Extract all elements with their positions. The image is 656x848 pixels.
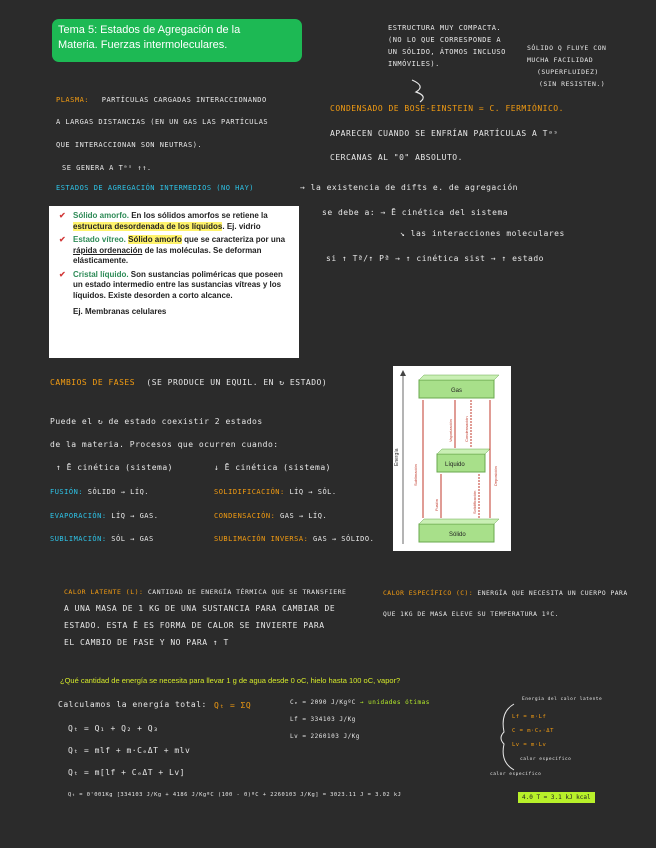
phase-change-diagram	[393, 366, 511, 551]
gas-box-top	[419, 375, 499, 380]
plasma-line-1: PLASMA: PARTÍCULAS CARGADAS INTERACCIONANDO	[56, 96, 267, 104]
existencia-line-4: si ↑ Tª/↑ Pª → ↑ cinética sist → ↑ estado	[326, 254, 544, 263]
formula-note-top: Energía del calor latente	[522, 697, 603, 702]
cambios-p1: Puede el ↻ de estado coexistir 2 estados	[50, 417, 263, 426]
formula-1: Lf = m·Lf	[512, 714, 547, 720]
equation-2: Qₜ = mlf + m·CₑΔT + mlv	[68, 746, 191, 755]
label-solidificacion: Solidificación	[472, 490, 477, 514]
sub-row: SUBLIMACIÓN: SÓL → GAS	[50, 535, 154, 543]
fusion-row: FUSIÓN: SÓLIDO → LÍQ.	[50, 488, 150, 496]
plasma-line-3: QUE INTERACCIONAN SON NEUTRAS).	[56, 141, 203, 149]
answer-badge: 4.0 T = 3.1 kJ kcal	[518, 792, 595, 803]
label-vaporizacion: Vaporización	[448, 419, 453, 442]
label-sublimacion: Sublimación	[413, 464, 418, 486]
equation-3: Qₜ = m[lf + CₑΔT + Lv]	[68, 768, 185, 777]
item-estado-vitreo: ✔ Estado vítreo. Sólido amorfo que se caracteriza por una rápida ordenación de las moléculas. Se deforman elásticamente.	[59, 235, 286, 265]
note-superfluid: SÓLIDO Q FLUYE CON MUCHA FACILIDAD (SUPERFLUIDEZ) (SIN RESISTEN.)	[527, 44, 607, 88]
cambios-down: ↓ Ē cinética (sistema)	[214, 463, 331, 472]
equation-1: Qₜ = Q₁ + Q₂ + Q₃	[68, 724, 159, 733]
subinv-row: SUBLIMACIÓN INVERSA: GAS → SÓLIDO.	[214, 535, 375, 543]
example-membranas: Ej. Membranas celulares	[73, 307, 167, 316]
especifico-line-2: QUE 1KG DE MASA ELEVE SU TEMPERATURA 1ºC.	[383, 611, 559, 618]
equation-4: Qₜ = 0'001Kg [334103 J/Kg + 4186 J/KgºC (100 - 0)ºC + 2260103 J/Kg] = 3023.11 J = 3.02 kJ	[68, 792, 402, 798]
formula-3: Lv = m·Lv	[512, 742, 547, 748]
check-icon: ✔	[59, 211, 66, 220]
aparecen-line-2: CERCANAS AL "0" ABSOLUTO.	[330, 153, 463, 162]
cambios-p2: de la materia. Procesos que ocurren cuando:	[50, 440, 279, 449]
formula-brace-icon	[494, 702, 516, 772]
existencia-line-2: se debe a: → Ē cinética del sistema	[322, 208, 509, 217]
cambios-heading: CAMBIOS DE FASES (SE PRODUCE UN EQUIL. EN ↻ ESTADO)	[50, 378, 328, 387]
formula-2: C = m·Cₑ·ΔT	[512, 728, 554, 734]
solution-intro: Calculamos la energía total:	[58, 700, 207, 709]
label-fusion: Fusión	[434, 498, 439, 511]
question: ¿Qué cantidad de energía se necesita para llevar 1 g de agua desde 0 oC, hielo hasta 100 oC, vapor?	[60, 676, 401, 685]
solid-label: Sólido	[449, 532, 466, 538]
item-solido-amorfo: ✔ Sólido amorfo. En los sólidos amorfos se retiene la estructura desordenada de los líquidos. Ej. vidrio	[59, 211, 268, 231]
cond-row: CONDENSACIÓN: GAS → LÍQ.	[214, 512, 328, 520]
title-line-1: Tema 5: Estados de Agregación de la	[58, 24, 241, 36]
solution-ce: Cₑ = 2090 J/KgºC → unidades ótimas	[290, 699, 430, 706]
axis-label: Energía	[394, 448, 400, 466]
gas-label: Gas	[451, 388, 463, 394]
existencia-line-1: → la existencia de difts e. de agregación	[300, 183, 518, 192]
item-cristal-liquido: ✔ Cristal líquido. Son sustancias poliméricas que poseen un estado intermedio entre las sustancias vítreas y los líquidos. Existe desorden a corto alcance.	[59, 269, 283, 300]
formula-note-bot: calor específico	[490, 772, 542, 777]
evap-row: EVAPORACIÓN: LÍQ → GAS.	[50, 512, 159, 520]
solid-box-top	[419, 519, 499, 524]
formula-note-mid: calor específico	[520, 757, 572, 762]
solution-lf: Lf = 334103 J/Kg	[290, 716, 356, 723]
check-icon: ✔	[59, 235, 66, 244]
label-deposicion: Deposición	[493, 466, 498, 486]
latente-line-4: EL CAMBIO DE FASE Y NO PARA ↑ T	[64, 638, 229, 647]
label-condensacion: Condensación	[464, 416, 469, 442]
solution-qt: Qₜ = ΣQ	[214, 701, 252, 710]
brace-icon	[408, 78, 438, 104]
especifico-line-1: CALOR ESPECÍFICO (C): ENERGÍA QUE NECESITA UN CUERPO PARA	[383, 590, 628, 597]
title-line-2: Materia. Fuerzas intermoleculares.	[58, 39, 228, 51]
latente-line-3: ESTADO. ESTA Ē ES FORMA DE CALOR SE INVIERTE PARA	[64, 621, 325, 630]
check-icon: ✔	[59, 269, 66, 279]
plasma-line-2: A LARGAS DISTANCIAS (EN UN GAS LAS PARTÍCULAS	[56, 118, 269, 126]
existencia-line-3: ↘ las interacciones moleculares	[400, 229, 565, 238]
intermediate-states-box	[49, 206, 299, 358]
liquid-label: Líquido	[445, 462, 465, 468]
note-compact-structure: ESTRUCTURA MUY COMPACTA. (NO LO QUE CORRESPONDE A UN SÓLIDO, ÁTOMOS INCLUSO INMÓVILES).	[388, 24, 506, 68]
solution-lv: Lv = 2260103 J/Kg	[290, 733, 360, 740]
latente-line-1: CALOR LATENTE (L): CANTIDAD DE ENERGÍA TÉRMICA QUE SE TRANSFIERE	[64, 588, 347, 596]
plasma-line-4: SE GENERA A Tᵃˢ ↑↑.	[62, 164, 152, 172]
liquid-box-top	[437, 449, 490, 454]
intermedios-heading: ESTADOS DE AGREGACIÓN INTERMEDIOS (NO HAY)	[56, 184, 255, 192]
cambios-up: ↑ Ē cinética (sistema)	[56, 463, 173, 472]
page-title	[52, 19, 302, 62]
latente-line-2: A UNA MASA DE 1 KG DE UNA SUSTANCIA PARA CAMBIAR DE	[64, 604, 336, 613]
condensado-heading: CONDENSADO DE BOSE-EINSTEIN = C. FERMIÓNICO.	[330, 104, 564, 113]
aparecen-line-1: APARECEN CUANDO SE ENFRÍAN PARTÍCULAS A Tᵃˢ	[330, 129, 559, 138]
solid-row: SOLIDIFICACIÓN: LÍQ → SÓL.	[214, 488, 337, 496]
